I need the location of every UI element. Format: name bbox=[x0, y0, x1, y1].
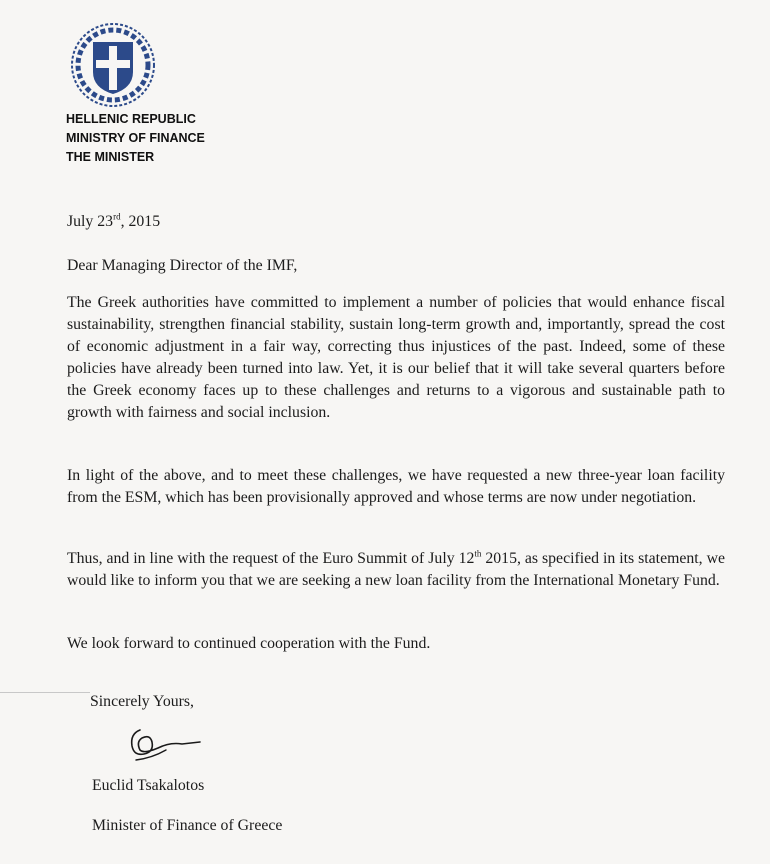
letter-date: July 23rd, 2015 bbox=[67, 211, 161, 230]
paragraph-3: Thus, and in line with the request of the Euro Summit of July 12th 2015, as specified in its statement, we would like to inform you that we are seeking a new loan facility from the International Monetary Fund. bbox=[67, 548, 726, 589]
signature-icon bbox=[122, 724, 212, 764]
fold-line bbox=[0, 692, 90, 693]
salutation: Dear Managing Director of the IMF, bbox=[67, 257, 298, 274]
paragraph-1: The Greek authorities have committed to implement a number of policies that would enhance fiscal sustainability, strengthen financial stability, sustain long-term growth and, importantly, spread the cost of economic adjustment in a fair way, correcting thus injustices of the past. Indeed, some of these policies have already been turned into law. Yet, it is our belief that it will take several quarters before the Greek economy faces up to these challenges and returns to a vigorous and sustainable path to growth with fairness and social inclusion. bbox=[67, 294, 725, 421]
letterhead-office: THE MINISTER bbox=[66, 150, 155, 164]
signer-name: Euclid Tsakalotos bbox=[92, 777, 205, 794]
letterhead-ministry: MINISTRY OF FINANCE bbox=[66, 131, 205, 145]
letterhead-country: HELLENIC REPUBLIC bbox=[66, 112, 196, 126]
signer-title: Minister of Finance of Greece bbox=[92, 817, 283, 834]
closing: Sincerely Yours, bbox=[90, 693, 194, 710]
coat-of-arms-icon bbox=[70, 22, 156, 108]
paragraph-4: We look forward to continued cooperation with the Fund. bbox=[67, 635, 431, 652]
letterhead bbox=[66, 110, 205, 167]
paragraph-2: In light of the above, and to meet these challenges, we have requested a new three-year loan facility from the ESM, which has been provisionally approved and whose terms are now under negotiation. bbox=[67, 467, 725, 506]
